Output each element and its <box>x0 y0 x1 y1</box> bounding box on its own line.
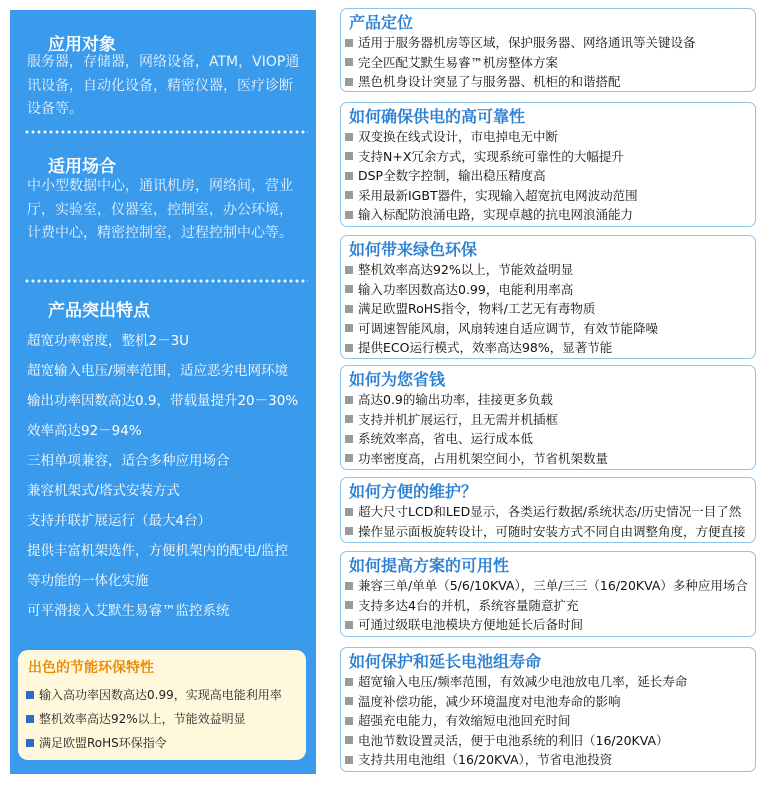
box-item-text: 采用最新IGBT器件，实现输入超宽抗电网波动范围 <box>358 187 638 203</box>
box-list <box>341 33 755 92</box>
box-title: 如何确保供电的高可靠性 <box>349 107 526 126</box>
square-bullet-icon <box>345 324 353 332</box>
box-item <box>345 692 755 712</box>
box-item-text: 输入标配防浪涌电路，实现卓越的抗电网浪涌能力 <box>358 207 634 222</box>
box-item-text: 系统效率高，省电、运行成本低 <box>358 431 534 446</box>
square-bullet-icon <box>345 305 353 313</box>
box-maintenance <box>340 477 756 543</box>
square-bullet-icon <box>345 415 353 423</box>
square-bullet-icon <box>345 78 353 86</box>
box-item <box>345 319 755 339</box>
square-bullet-icon <box>345 172 353 180</box>
box-item-text: 可调速智能风扇，风扇转速自适应调节，有效节能降噪 <box>358 320 659 336</box>
eco-item <box>26 707 306 731</box>
square-bullet-icon <box>345 454 353 462</box>
box-item-text: 支持共用电池组（16/20KVA），节省电池投资 <box>358 752 613 767</box>
feature-item: 超宽功率密度，整机2－3U <box>27 333 190 349</box>
square-bullet-icon <box>345 582 353 590</box>
square-bullet-icon <box>345 266 353 274</box>
box-title: 产品定位 <box>349 13 414 32</box>
box-item-text: 温度补偿功能，减少环境温度对电池寿命的影响 <box>358 693 621 709</box>
feature-item: 可平滑接入艾默生易睿™监控系统 <box>27 603 230 619</box>
box-item-text: 满足欧盟RoHS指令，物料/工艺无有毒物质 <box>358 301 596 316</box>
square-bullet-icon <box>345 717 353 725</box>
square-bullet-icon <box>26 715 34 723</box>
box-item <box>345 186 755 206</box>
box-list <box>341 127 755 225</box>
box-green <box>340 235 756 359</box>
square-bullet-icon <box>345 39 353 47</box>
box-item <box>345 615 755 635</box>
box-item-text: 兼容三单/单单（5/6/10KVA），三单/三三（16/20KVA）多种应用场合 <box>358 578 748 593</box>
left-panel <box>10 10 316 774</box>
dotted-divider <box>24 279 308 283</box>
feature-item: 三相单项兼容，适合多种应用场合 <box>27 453 230 469</box>
square-bullet-icon <box>345 678 353 686</box>
box-item <box>345 522 755 542</box>
square-bullet-icon <box>345 621 353 629</box>
box-reliability <box>340 102 756 227</box>
square-bullet-icon <box>345 152 353 160</box>
box-item <box>345 390 755 410</box>
feature-item: 超宽输入电压/频率范围，适应恶劣电网环境 <box>27 363 289 379</box>
box-item-text: 双变换在线式设计，市电掉电无中断 <box>358 129 559 144</box>
box-item-text: 支持多达4台的并机，系统容量随意扩充 <box>358 597 579 613</box>
feature-item: 兼容机架式/塔式安装方式 <box>27 483 181 499</box>
box-title: 如何保护和延长电池组寿命 <box>349 652 542 671</box>
box-item <box>345 147 755 167</box>
box-item-text: 黑色机身设计突显了与服务器、机柜的和谐搭配 <box>358 74 621 89</box>
box-item <box>345 127 755 147</box>
box-item-text: 适用于服务器机房等区域，保护服务器、网络通讯等关键设备 <box>358 35 696 50</box>
box-item <box>345 596 755 616</box>
square-bullet-icon <box>345 396 353 404</box>
square-bullet-icon <box>26 691 34 699</box>
box-list <box>341 260 755 358</box>
box-item <box>345 410 755 430</box>
box-item <box>345 750 755 770</box>
eco-list <box>26 683 306 755</box>
scenes-text: 中小型数据中心，通讯机房，网络间，营业厅，实验室，仪器室，控制室，办公环境，计费中心，精密控制室，过程控制中心等。 <box>27 178 293 241</box>
eco-item <box>26 731 306 755</box>
square-bullet-icon <box>345 508 353 516</box>
box-item <box>345 72 755 92</box>
box-item <box>345 205 755 225</box>
square-bullet-icon <box>345 435 353 443</box>
box-item-text: DSP全数字控制，输出稳压精度高 <box>358 168 546 183</box>
square-bullet-icon <box>345 527 353 535</box>
box-item-text: 操作显示面板旋转设计，可随时安装方式不同自由调整角度，方便直接 <box>358 523 746 539</box>
box-item <box>345 166 755 186</box>
box-item <box>345 711 755 731</box>
box-title: 如何方便的维护？ <box>349 482 478 501</box>
square-bullet-icon <box>345 285 353 293</box>
eco-item-text: 整机效率高达92%以上，节能效益明显 <box>39 712 246 726</box>
square-bullet-icon <box>345 191 353 199</box>
box-item <box>345 33 755 53</box>
application-text: 服务器，存储器，网络设备，ATM，VIOP通讯设备，自动化设备，精密仪器，医疗诊断设备等。 <box>27 54 300 117</box>
box-item-text: 高达0.9的输出功率，挂接更多负载 <box>358 392 553 407</box>
square-bullet-icon <box>345 211 353 219</box>
box-availability <box>340 551 756 637</box>
box-item <box>345 338 755 358</box>
square-bullet-icon <box>345 756 353 764</box>
box-item-text: 支持并机扩展运行，且无需并机插框 <box>358 411 559 427</box>
eco-item <box>26 683 306 707</box>
square-bullet-icon <box>345 344 353 352</box>
feature-item: 支持并联扩展运行（最大4台） <box>27 513 212 529</box>
square-bullet-icon <box>345 697 353 705</box>
box-item-text: 支持N+X冗余方式，实现系统可靠性的大幅提升 <box>358 148 624 164</box>
box-item-text: 超大尺寸LCD和LED显示，各类运行数据/系统状态/历史情况一目了然 <box>358 504 742 519</box>
box-item <box>345 53 755 73</box>
eco-box <box>18 650 306 760</box>
box-list <box>341 390 755 468</box>
box-item-text: 可通过级联电池模块方便地延长后备时间 <box>358 617 584 632</box>
box-item-text: 提供ECO运行模式，效率高达98%，显著节能 <box>358 340 613 355</box>
box-item <box>345 731 755 751</box>
square-bullet-icon <box>345 133 353 141</box>
application-title: 应用对象 <box>48 35 116 55</box>
feature-item: 提供丰富机架选件，方便机架内的配电/监控 <box>27 543 289 559</box>
eco-item-text: 输入高功率因数高达0.99，实现高电能利用率 <box>39 688 282 702</box>
box-item-text: 功率密度高，占用机架空间小，节省机架数量 <box>358 450 609 466</box>
feature-item: 等功能的一体化实施 <box>27 573 149 589</box>
feature-item: 输出功率因数高达0.9，带载量提升20－30% <box>27 393 299 409</box>
feature-item: 效率高达92－94% <box>27 423 142 439</box>
box-item <box>345 429 755 449</box>
box-positioning <box>340 8 756 92</box>
square-bullet-icon <box>345 736 353 744</box>
box-item <box>345 672 755 692</box>
box-item <box>345 576 755 596</box>
dotted-divider <box>24 130 308 134</box>
box-item <box>345 260 755 280</box>
box-item-text: 超强充电能力，有效缩短电池回充时间 <box>358 713 571 728</box>
box-item-text: 输入功率因数高达0.99，电能利用率高 <box>358 281 574 297</box>
box-list <box>341 502 755 541</box>
box-item-text: 超宽输入电压/频率范围，有效减少电池放电几率，延长寿命 <box>358 674 688 689</box>
box-item-text: 完全匹配艾默生易睿™机房整体方案 <box>358 54 559 70</box>
box-title: 如何提高方案的可用性 <box>349 556 510 575</box>
box-item <box>345 280 755 300</box>
box-list <box>341 672 755 770</box>
eco-title: 出色的节能环保特性 <box>28 660 154 676</box>
features-title: 产品突出特点 <box>48 301 150 321</box>
box-title: 如何为您省钱 <box>349 370 446 389</box>
box-item <box>345 449 755 469</box>
eco-item-text: 满足欧盟RoHS环保指令 <box>39 736 167 750</box>
box-save-money <box>340 365 756 470</box>
scenes-title: 适用场合 <box>48 157 116 177</box>
features-list <box>27 326 313 626</box>
square-bullet-icon <box>345 601 353 609</box>
box-title: 如何带来绿色环保 <box>349 240 478 259</box>
box-item-text: 整机效率高达92%以上，节能效益明显 <box>358 262 574 277</box>
box-item <box>345 299 755 319</box>
square-bullet-icon <box>345 58 353 66</box>
box-item <box>345 502 755 522</box>
box-item-text: 电池节数设置灵活，便于电池系统的利旧（16/20KVA） <box>358 732 669 748</box>
box-battery <box>340 647 756 772</box>
square-bullet-icon <box>26 739 34 747</box>
box-list <box>341 576 755 635</box>
